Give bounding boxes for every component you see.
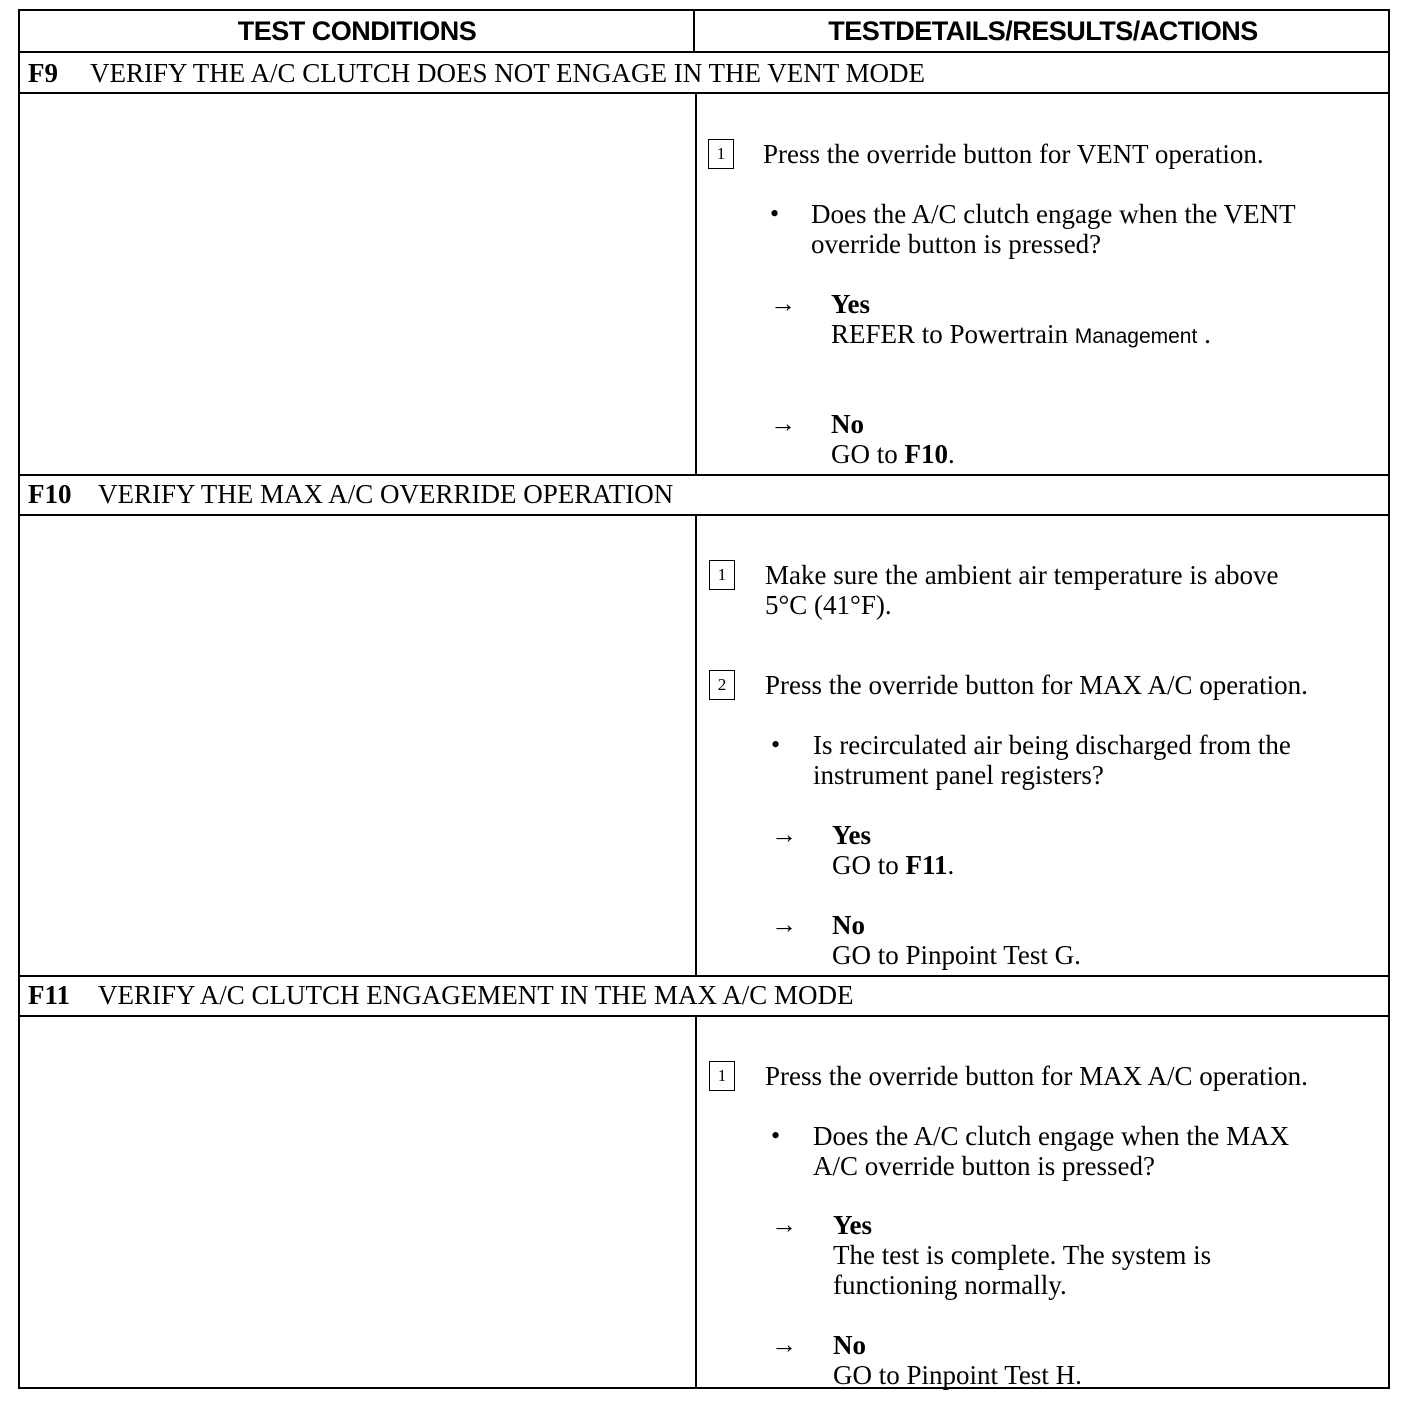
no-action: GO to Pinpoint Test H. xyxy=(833,1360,1082,1390)
yes-label: Yes xyxy=(832,820,871,850)
no-action: GO to F10. xyxy=(831,439,955,469)
no-label: No xyxy=(832,910,865,940)
step-number-box: 1 xyxy=(709,560,735,590)
yes-label: Yes xyxy=(831,289,870,319)
step-number-box: 1 xyxy=(708,139,734,169)
step-text: Press the override button for MAX A/C operation. xyxy=(765,1061,1308,1091)
question-line: Is recirculated air being discharged from the xyxy=(813,730,1291,760)
arrow-right-icon: → xyxy=(771,1210,797,1239)
yes-action: GO to F11. xyxy=(832,850,955,880)
section-title: VERIFY THE A/C CLUTCH DOES NOT ENGAGE IN THE VENT MODE xyxy=(90,58,925,88)
yes-action: functioning normally. xyxy=(833,1270,1067,1300)
yes-label: Yes xyxy=(833,1210,872,1240)
no-label: No xyxy=(833,1330,866,1360)
column-divider xyxy=(695,1015,697,1389)
section-id: F11 xyxy=(28,980,71,1010)
section-title: VERIFY A/C CLUTCH ENGAGEMENT IN THE MAX A/C MODE xyxy=(98,980,854,1010)
section-id: F9 xyxy=(28,58,58,88)
header-test-details: TESTDETAILS/RESULTS/ACTIONS xyxy=(828,16,1258,46)
header-test-conditions: TEST CONDITIONS xyxy=(237,16,477,46)
question-line: override button is pressed? xyxy=(811,229,1102,259)
step-text: Make sure the ambient air temperature is above xyxy=(765,560,1279,590)
step-text: Press the override button for MAX A/C operation. xyxy=(765,670,1308,700)
arrow-right-icon: → xyxy=(770,409,796,438)
yes-action: The test is complete. The system is xyxy=(833,1240,1212,1270)
yes-action: REFER to Powertrain Management . xyxy=(831,319,1211,349)
no-label: No xyxy=(831,409,864,439)
section-f10-header xyxy=(20,474,1388,514)
arrow-right-icon: → xyxy=(771,1330,797,1359)
bullet-icon: • xyxy=(770,199,780,228)
section-f11-header xyxy=(20,975,1388,1015)
arrow-right-icon: → xyxy=(771,820,797,849)
question-line: Does the A/C clutch engage when the MAX xyxy=(813,1121,1290,1151)
question-line: A/C override button is pressed? xyxy=(813,1151,1155,1181)
section-title: VERIFY THE MAX A/C OVERRIDE OPERATION xyxy=(98,479,674,509)
arrow-right-icon: → xyxy=(771,910,797,939)
column-divider xyxy=(693,11,695,51)
bullet-icon: • xyxy=(771,1121,781,1150)
question-line: instrument panel registers? xyxy=(813,760,1104,790)
question-line: Does the A/C clutch engage when the VENT xyxy=(811,199,1296,229)
step-text: Press the override button for VENT operation. xyxy=(763,139,1264,169)
bullet-icon: • xyxy=(771,730,781,759)
step-text: 5°C (41°F). xyxy=(765,590,892,620)
no-action: GO to Pinpoint Test G. xyxy=(832,940,1081,970)
step-number-box: 2 xyxy=(709,670,735,700)
section-id: F10 xyxy=(28,479,72,509)
arrow-right-icon: → xyxy=(770,289,796,318)
diagnostic-table xyxy=(18,9,1390,1389)
section-f9-header xyxy=(20,53,1388,93)
step-number-box: 1 xyxy=(709,1061,735,1091)
